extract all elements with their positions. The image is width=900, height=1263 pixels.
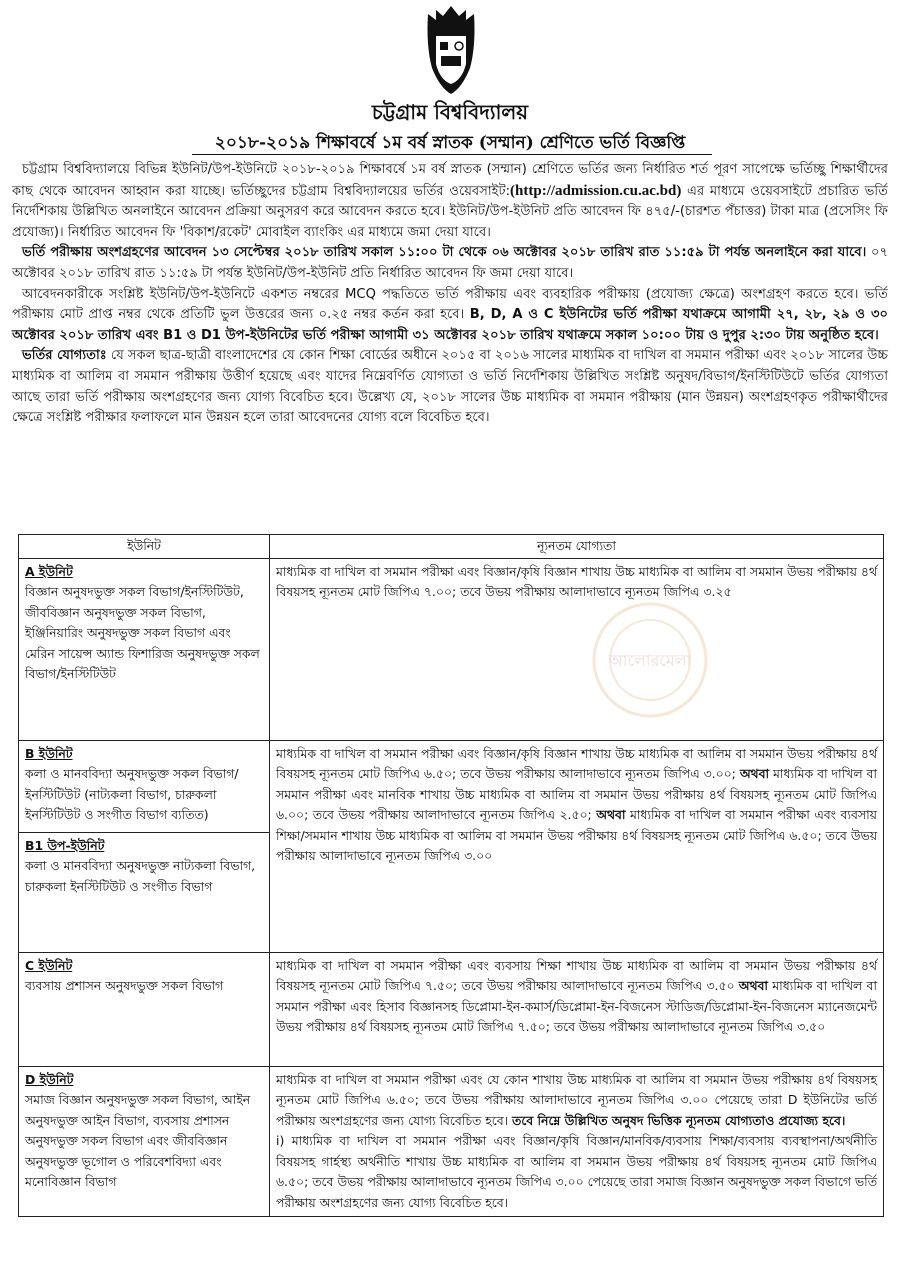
column-header-unit: ইউনিট [19, 535, 270, 559]
paragraph-exam-schedule: আবেদনকারীকে সংশ্লিষ্ট ইউনিট/উপ-ইউনিটে একশত নম্বরের MCQ পদ্ধতিতে ভর্তি পরীক্ষায় এবং ব্যবহারিক পরীক্ষায় (প্রযোজ্য ক্ষেত্রে) অংশগ্রহণ করতে হবে। ভর্তি পরীক্ষায় মোট প্রাপ্ত নম্বর থেকে প্রতিটি ভুল উত্তরের জন্য ০.২৫ নম্বর কর্তন করা হবে। B, D, A ও C ইউনিটের ভর্তি পরীক্ষা যথাক্রমে আগামী ২৭, ২৮, ২৯ ও ৩০ অক্টোবর ২০১৮ তারিখ এবং B1 ও D1 উপ-ইউনিটের ভর্তি পরীক্ষা আগামী ৩১ অক্টোবর ২০১৮ তারিখ যথাক্রমে সকাল ১০:০০ টায় ও দুপুর ২:৩০ টায় অনুষ্ঠিত হবে। [12, 286, 888, 343]
table-row [19, 740, 884, 952]
unit-description: ব্যবসায় প্রশাসন অনুষদভুক্ত সকল বিভাগ [25, 978, 224, 993]
notice-title: ২০১৮-২০১৯ শিক্ষাবর্ষে ১ম বর্ষ স্নাতক (সম্মান) শ্রেণিতে ভর্তি বিজ্ঞপ্তি [214, 133, 686, 153]
unit-description: সমাজ বিজ্ঞান অনুষদভুক্ত সকল বিভাগ, আইন অনুষদভুক্ত আইন বিভাগ, ব্যবসায় প্রশাসন অনুষদভুক্ত সকল বিভাগ এবং জীববিজ্ঞান অনুষদভুক্ত ভূগোল ও পরিবেশবিদ্যা এবং মনোবিজ্ঞান বিভাগ [25, 1092, 251, 1189]
paragraph-eligibility: ভর্তির যোগ্যতাঃ যে সকল ছাত্র-ছাত্রী বাংলাদেশের যে কোন শিক্ষা বোর্ডের অধীনে ২০১৫ বা ২০১৬ সালের মাধ্যমিক বা দাখিল বা সমমান পরীক্ষা এবং ২০১৮ সালের উচ্চ মাধ্যমিক বা আলিম বা সমমান পরীক্ষায় উত্তীর্ণ হয়েছে এবং যাদের নিম্নেবর্ণিত যোগ্যতা ও ভর্তি নির্দেশিকায় উল্লিখিত সংশ্লিষ্ট অনুষদ/বিভাগ/ইনস্টিটিউটে ভর্তির যোগ্যতা আছে তারা ভর্তি পরীক্ষায় অংশগ্রহণের জন্য যোগ্য বিবেচিত হবে। উল্লেখ্য যে, ২০১৮ সালের উচ্চ মাধ্যমিক বা সমমান পরীক্ষায় (মান উন্নয়ন) অংশগ্রহণকৃত পরীক্ষার্থীদের ক্ষেত্রে সংশ্লিষ্ট পরীক্ষার ফলাফলে মান উন্নয়ন হলে তারা আবেদনের যোগ্য বলে বিবেচিত হবে। [12, 348, 888, 426]
university-logo [422, 6, 480, 98]
unit-cell [19, 740, 270, 952]
table-row [19, 952, 884, 1066]
requirement-cell: মাধ্যমিক বা দাখিল বা সমমান পরীক্ষা এবং যে কোন শাখায় উচ্চ মাধ্যমিক বা আলিম বা সমমান উভয় পরীক্ষায় ৪র্থ বিষয়সহ ন্যূনতম মোট জিপিএ ৬.৫০; তবে উভয় পরীক্ষায় আলাদাভাবে ন্যূনতম জিপিএ ৩.০০ পেয়েছে তারা D ইউনিটের ভর্তি পরীক্ষায় অংশগ্রহণের জন্য যোগ্য বিবেচিত হবে। তবে নিম্নে উল্লিখিত অনুষদ ভিত্তিক ন্যূনতম যোগ্যতাও প্রযোজ্য হবে। i) মাধ্যমিক বা দাখিল বা সমমান পরীক্ষা এবং বিজ্ঞান/কৃষি বিজ্ঞান/মানবিক/ব্যবসায় শিক্ষা/ব্যবসায় ব্যবস্থাপনা/অর্থনীতি বিষয়সহ গার্হস্থ্য অর্থনীতি শাখায় উচ্চ মাধ্যমিক বা আলিম বা সমমান উভয় পরীক্ষায় ৪র্থ বিষয়সহ ন্যূনতম মোট জিপিএ ৬.৫০; তবে উভয় পরীক্ষায় আলাদাভাবে ন্যূনতম জিপিএ ৩.০০ পেয়েছে তারা সমাজ বিজ্ঞান অনুষদভুক্ত সকল বিভাগে ভর্তি পরীক্ষায় অংশগ্রহণের জন্য যোগ্য বিবেচিত হবে। [270, 1066, 884, 1217]
notice-body [12, 160, 888, 429]
unit-cell [19, 558, 270, 740]
sub-unit-description: কলা ও মানববিদ্যা অনুষদভুক্ত নাট্যকলা বিভাগ, চারুকলা ইনস্টিটিউট ও সংগীত বিভাগ [25, 858, 256, 894]
table-header-row [19, 535, 884, 559]
requirement-cell: মাধ্যমিক বা দাখিল বা সমমান পরীক্ষা এবং বিজ্ঞান/কৃষি বিজ্ঞান শাখায় উচ্চ মাধ্যমিক বা আলিম বা সমমান উভয় পরীক্ষায় ৪র্থ বিষয়সহ ন্যূনতম মোট জিপিএ ৭.০০; তবে উভয় পরীক্ষায় আলাদাভাবে ন্যূনতম জিপিএ ৩.২৫ [270, 558, 884, 740]
sub-unit-name: B1 উপ-ইউনিট [25, 837, 105, 853]
paragraph-intro: চট্টগ্রাম বিশ্ববিদ্যালয়ে বিভিন্ন ইউনিট/উপ-ইউনিটে ২০১৮-২০১৯ শিক্ষাবর্ষে ১ম বর্ষ স্নাতক (সম্মান) শ্রেণিতে ভর্তির জন্য নির্ধারিত শর্ত পূরণ সাপেক্ষে ভর্তিচ্ছু শিক্ষার্থীদের কাছ থেকে আবেদন আহ্বান করা যাচ্ছে। ভর্তিচ্ছুদের চট্টগ্রাম বিশ্ববিদ্যালয়ের ভর্তির ওয়েবসাইট:(http://admission.cu.ac.bd) এর মাধ্যমে ওয়েবসাইটে প্রচারিত ভর্তি নির্দেশিকায় উল্লিখিত অনলাইনে আবেদন প্রক্রিয়া অনুসরণ করে আবেদন করতে হবে। ইউনিট/উপ-ইউনিট প্রতি আবেদন ফি ৪৭৫/-(চারশত পঁচাত্তর) টাকা মাত্র (প্রসেসিং ফি প্রযোজ্য)। নির্ধারিত আবেদন ফি 'বিকাশ/রকেট' মোবাইল ব্যাংকিং এর মাধ্যমে জমা দেয়া যাবে। [12, 162, 889, 240]
eligibility-table [18, 534, 884, 1217]
requirement-cell: মাধ্যমিক বা দাখিল বা সমমান পরীক্ষা এবং বিজ্ঞান/কৃষি বিজ্ঞান শাখায় উচ্চ মাধ্যমিক বা আলিম বা সমমান উভয় পরীক্ষায় ৪র্থ বিষয়সহ ন্যূনতম মোট জিপিএ ৬.৫০; তবে উভয় পরীক্ষায় আলাদাভাবে ন্যূনতম জিপিএ ৩.০০; অথবা মাধ্যমিক বা দাখিল বা সমমান পরীক্ষা এবং মানবিক শাখায় উচ্চ মাধ্যমিক বা আলিম বা সমমান উভয় পরীক্ষায় ৪র্থ বিষয়সহ ন্যূনতম মোট জিপিএ ৬.০০; তবে উভয় পরীক্ষায় আলাদাভাবে ন্যূনতম জিপিএ ২.৫০; অথবা মাধ্যমিক বা দাখিল বা সমমান পরীক্ষা এবং ব্যবসায় শিক্ষা/সমমান শাখায় উচ্চ মাধ্যমিক বা আলিম বা সমমান উভয় পরীক্ষায় ৪র্থ বিষয়সহ ন্যূনতম মোট জিপিএ ৬.৫০; তবে উভয় পরীক্ষায় আলাদাভাবে ন্যূনতম জিপিএ ৩.০০ [270, 740, 884, 952]
unit-name: B ইউনিট [25, 745, 73, 761]
title-underline [192, 154, 712, 155]
university-name: চট্টগ্রাম বিশ্ববিদ্যালয় [371, 100, 529, 124]
column-header-requirement: ন্যূনতম যোগ্যতা [270, 535, 884, 559]
unit-description: বিজ্ঞান অনুষদভুক্ত সকল বিভাগ/ইনস্টিটিউট, জীববিজ্ঞান অনুষদভুক্ত সকল বিভাগ, ইঞ্জিনিয়ারিং অনুষদভুক্ত সকল বিভাগ এবং মেরিন সায়েন্স অ্যান্ড ফিশারিজ অনুষদভুক্ত সকল বিভাগ/ইনস্টিটিউট [25, 584, 260, 681]
unit-description: কলা ও মানববিদ্যা অনুষদভুক্ত সকল বিভাগ/ইনস্টিটিউট (নাট্যকলা বিভাগ, চারুকলা ইনস্টিটিউট ও সংগীত বিভাগ ব্যতিত) [25, 766, 239, 822]
table-row [19, 558, 884, 740]
unit-name: D ইউনিট [25, 1071, 74, 1087]
unit-cell [19, 1066, 270, 1217]
watermark-logo [590, 600, 710, 720]
unit-name: A ইউনিট [25, 563, 73, 579]
unit-cell [19, 952, 270, 1066]
paragraph-application-dates: ভর্তি পরীক্ষায় অংশগ্রহণের আবেদন ১৩ সেপ্টেম্বর ২০১৮ তারিখ সকাল ১১:০০ টা থেকে ০৬ অক্টোবর ২০১৮ তারিখ রাত ১১:৫৯ টা পর্যন্ত অনলাইনে করা যাবে। ০৭ অক্টোবর ২০১৮ তারিখ রাত ১১:৫৯ টা পর্যন্ত ইউনিট/উপ-ইউনিট প্রতি নির্ধারিত আবেদন ফি জমা দেয়া যাবে। [12, 245, 888, 281]
requirement-cell: মাধ্যমিক বা দাখিল বা সমমান পরীক্ষা এবং ব্যবসায় শিক্ষা শাখায় উচ্চ মাধ্যমিক বা আলিম বা সমমান উভয় পরীক্ষায় ৪র্থ বিষয়সহ ন্যূনতম মোট জিপিএ ৭.৫০; তবে উভয় পরীক্ষায় আলাদাভাবে ন্যূনতম জিপিএ ৩.৫০ অথবা মাধ্যমিক বা দাখিল বা সমমান পরীক্ষা এবং হিসাব বিজ্ঞানসহ ডিপ্লোমা-ইন-কমার্স/ডিপ্লোমা-ইন-বিজনেস স্টাডিজ/ডিপ্লোমা-ইন-বিজনেস ম্যানেজমেন্ট উভয় পরীক্ষায় ৪র্থ বিষয়সহ ন্যূনতম মোট জিপিএ ৭.৫০; তবে উভয় পরীক্ষায় আলাদাভাবে ন্যূনতম জিপিএ ৩.৫০ [270, 952, 884, 1066]
unit-name: C ইউনিট [25, 957, 73, 973]
sub-unit [19, 832, 269, 898]
watermark-text: আলোরমেলা [608, 651, 692, 670]
admission-website-link[interactable]: (http://admission.cu.ac.bd) [510, 182, 682, 199]
table-row [19, 1066, 884, 1217]
